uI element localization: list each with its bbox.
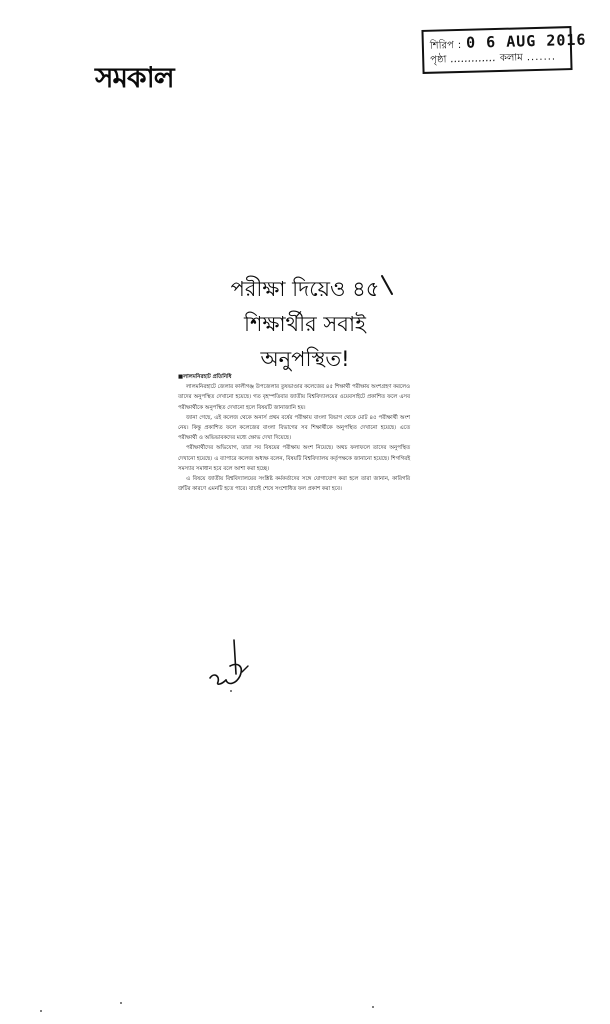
stamp-label-page: পৃষ্ঠা	[430, 54, 447, 66]
pen-mark-icon	[380, 274, 394, 298]
stamp-label-column: কলাম	[499, 52, 523, 64]
handwritten-signature-icon	[200, 636, 270, 696]
article-paragraph-4: এ বিষয়ে জাতীয় বিশ্ববিদ্যালয়ের সংশ্লিষ্ট কর্মকর্তাদের সঙ্গে যোগাযোগ করা হলে তারা জানান, কারিগরি ত্রুটির কারণে এমনটি হতে পারে। যাচাই শেষে সংশোধিত ফল প্রকাশ করা হবে।	[178, 476, 410, 493]
headline-line-1: পরীক্ষা দিয়েও ৪৫	[230, 277, 380, 301]
stamp-handwritten-page: .............	[450, 51, 497, 66]
scan-speck	[230, 690, 232, 692]
headline-line-3: অনুপস্থিত!	[260, 347, 350, 371]
stamp-dots: :	[457, 39, 463, 52]
headline-line-2: শিক্ষার্থীর সবাই	[244, 312, 366, 336]
stamp-dots-trailing: .......	[526, 51, 557, 64]
article-paragraph-2: জানা গেছে, এই কলেজ থেকে অনার্স প্রথম বর্ষের পরীক্ষায় বাংলা বিভাগ থেকে মোট ৪৫ পরীক্ষার্থী অংশ নেয়। কিন্তু প্রকাশিত ফলে কলেজের বাংলা বিভাগের সব শিক্ষার্থীকে অনুপস্থিত দেখানো হয়েছে। এতে পরীক্ষার্থী ও অভিভাবকদের মধ্যে ক্ষোভ দেখা দিয়েছে।	[178, 414, 410, 442]
article-byline: ■ লালমনিরহাট প্রতিনিধি	[178, 372, 410, 382]
stamp-date: 0 6 AUG 2016	[465, 30, 587, 52]
article-body	[178, 372, 410, 494]
clipping-date-stamp	[421, 26, 587, 74]
scan-speck	[120, 1002, 122, 1004]
stamp-label-row1: শিরিপ	[429, 40, 454, 52]
scan-speck	[372, 1006, 374, 1008]
article-paragraph-1: লালমনিরহাটে জেলার কালীগঞ্জ উপজেলার তুষভাণ্ডার কলেজের ৪৫ শিক্ষার্থী পরীক্ষায় অংশগ্রহণ করলেও তাদের অনুপস্থিত দেখানো হয়েছে। গত বৃহস্পতিবার জাতীয় বিশ্ববিদ্যালয়ের ওয়েবসাইটে প্রকাশিত ফলে এসব পরীক্ষার্থীকে অনুপস্থিত দেখানো হলে বিষয়টি জানাজানি হয়।	[178, 384, 410, 411]
newspaper-masthead: সমকাল	[95, 61, 174, 94]
scan-speck	[40, 1010, 42, 1012]
article-paragraph-3: পরীক্ষার্থীদের অভিযোগ, তারা সব বিষয়ের পরীক্ষায় অংশ নিয়েছে। অথচ ফলাফলে তাদের অনুপস্থিত দেখানো হয়েছে। এ ব্যাপারে কলেজ অধ্যক্ষ বলেন, বিষয়টি বিশ্ববিদ্যালয় কর্তৃপক্ষকে জানানো হয়েছে। শিগগিরই সমস্যার সমাধান হবে বলে আশা করা হচ্ছে।	[178, 445, 410, 472]
